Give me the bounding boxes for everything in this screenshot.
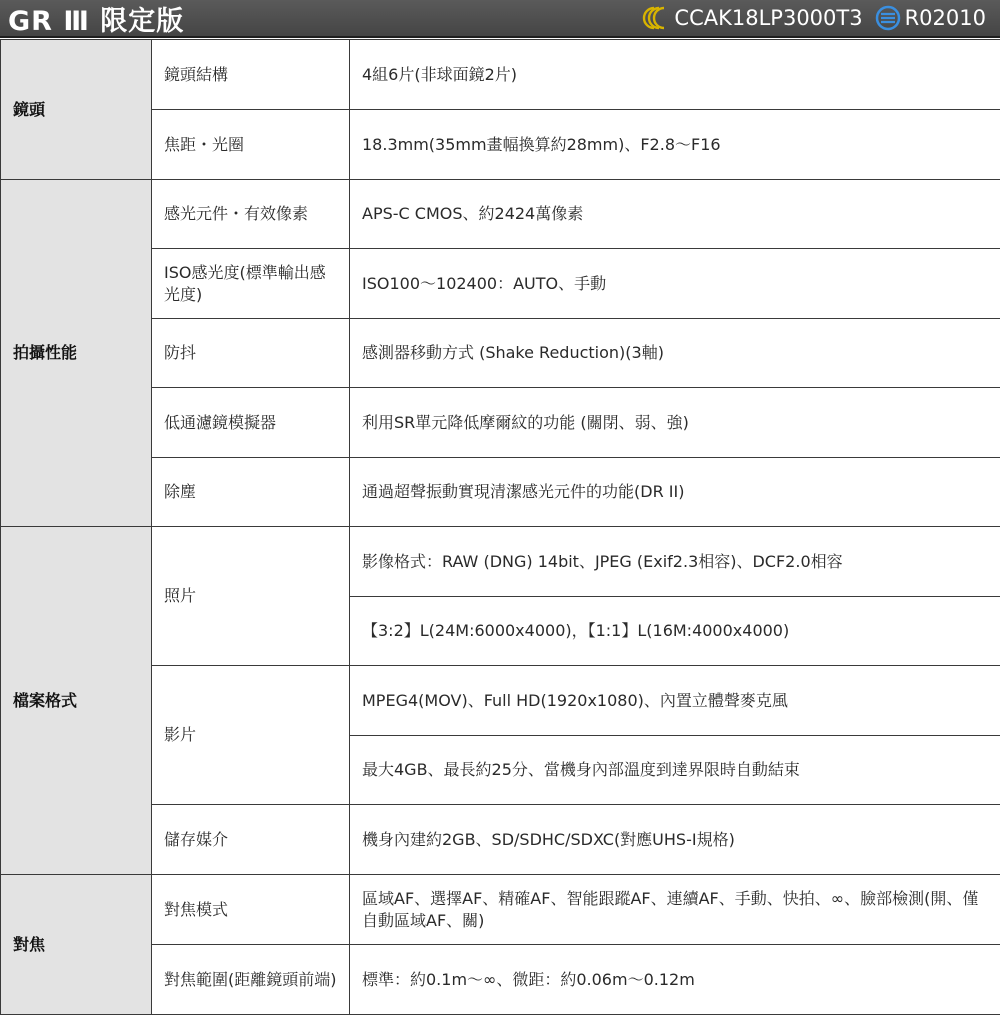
spec-value: 機身內建約2GB、SD/SDHC/SDXC(對應UHS-I規格)	[350, 805, 1000, 875]
spec-value: 通過超聲振動實現清潔感光元件的功能(DR II)	[350, 458, 1000, 527]
bsmi-logo-icon	[875, 5, 901, 31]
spec-label: 對焦模式	[152, 875, 350, 945]
spec-table	[0, 39, 1000, 1015]
spec-value: 【3:2】L(24M:6000x4000)，【1:1】L(16M:4000x4000)	[350, 597, 1000, 666]
spec-label: 防抖	[152, 319, 350, 388]
spec-row	[1, 527, 1000, 597]
spec-value: 利用SR單元降低摩爾紋的功能 (關閉、弱、強)	[350, 388, 1000, 458]
spec-label: 低通濾鏡模擬器	[152, 388, 350, 458]
category-shooting: 拍攝性能	[1, 180, 152, 527]
ncc-logo-icon	[640, 6, 670, 30]
page-header	[0, 0, 1000, 38]
spec-value: 4組6片(非球面鏡2片)	[350, 40, 1000, 110]
spec-row	[1, 180, 1000, 249]
spec-label: 照片	[152, 527, 350, 666]
spec-label: 除塵	[152, 458, 350, 527]
spec-value: APS-C CMOS、約2424萬像素	[350, 180, 1000, 249]
page-title: GR Ⅲ 限定版	[8, 5, 185, 37]
spec-value: 標準：約0.1m～∞、微距：約0.06m～0.12m	[350, 945, 1000, 1015]
spec-label: 儲存媒介	[152, 805, 350, 875]
category-lens: 鏡頭	[1, 40, 152, 180]
spec-label: 對焦範圍(距離鏡頭前端)	[152, 945, 350, 1015]
category-focus: 對焦	[1, 875, 152, 1015]
bsmi-certification	[875, 5, 986, 31]
spec-value: MPEG4(MOV)、Full HD(1920x1080)、內置立體聲麥克風	[350, 666, 1000, 736]
category-file: 檔案格式	[1, 527, 152, 875]
spec-label: 鏡頭結構	[152, 40, 350, 110]
spec-value: ISO100～102400：AUTO、手動	[350, 249, 1000, 319]
spec-value: 影像格式：RAW (DNG) 14bit、JPEG (Exif2.3相容)、DCF2.0相容	[350, 527, 1000, 597]
spec-value: 感測器移動方式 (Shake Reduction)(3軸)	[350, 319, 1000, 388]
certification-group	[640, 5, 1000, 31]
spec-row	[1, 875, 1000, 945]
bsmi-code: R02010	[904, 6, 986, 30]
ncc-certification	[640, 6, 862, 30]
ncc-code: CCAK18LP3000T3	[674, 6, 863, 30]
spec-value: 18.3mm(35mm畫幅換算約28mm)、F2.8～F16	[350, 110, 1000, 180]
spec-label: 影片	[152, 666, 350, 805]
spec-value: 區域AF、選擇AF、精確AF、智能跟蹤AF、連續AF、手動、快拍、∞、臉部檢測(開、僅自動區域AF、關)	[350, 875, 1000, 945]
spec-value: 最大4GB、最長約25分、當機身內部溫度到達界限時自動結束	[350, 736, 1000, 805]
spec-label: 焦距・光圈	[152, 110, 350, 180]
spec-label: ISO感光度(標準輸出感光度)	[152, 249, 350, 319]
spec-row	[1, 40, 1000, 110]
spec-label: 感光元件・有效像素	[152, 180, 350, 249]
